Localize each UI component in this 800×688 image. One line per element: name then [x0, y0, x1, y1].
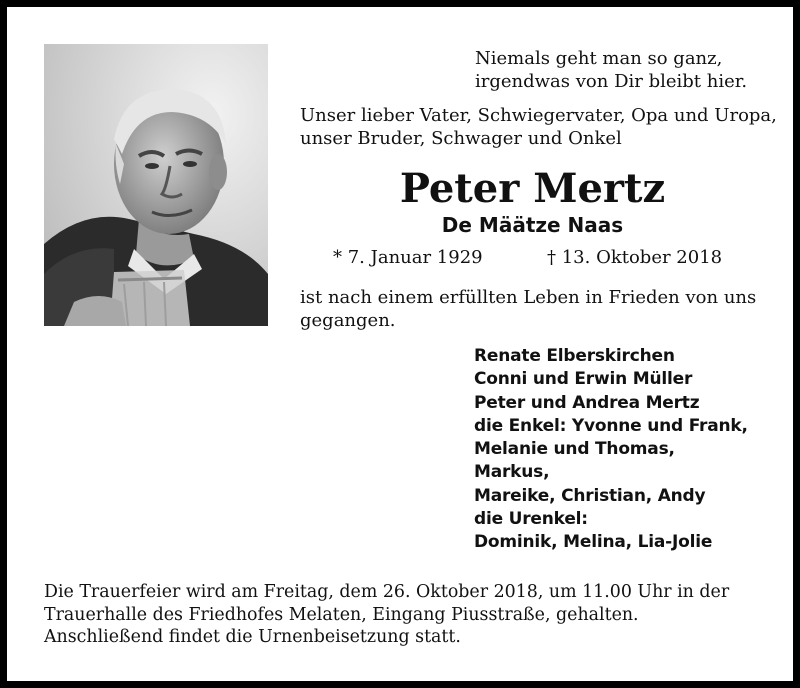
family-member: Melanie und Thomas,: [474, 439, 675, 460]
death-statement: [300, 286, 765, 332]
deceased-nickname: De Määtze Naas: [441, 213, 624, 237]
intro-line: unser Bruder, Schwager und Onkel: [300, 128, 622, 149]
family-list: [474, 345, 748, 555]
funeral-line: Die Trauerfeier wird am Freitag, dem 26. Oktober 2018, um 11.00 Uhr in der: [44, 582, 730, 602]
motto-line: Niemals geht man so ganz,: [475, 48, 723, 69]
family-member: Mareike, Christian, Andy: [474, 485, 706, 506]
birth-date: * 7. Januar 1929: [333, 247, 483, 268]
family-member: Renate Elberskirchen: [474, 346, 675, 366]
family-member: Peter und Andrea Mertz: [474, 392, 700, 413]
death-statement-line: gegangen.: [300, 310, 396, 331]
death-statement-line: ist nach einem erfüllten Leben in Frieden von uns: [300, 287, 757, 308]
family-member: Markus,: [474, 462, 550, 483]
portrait-photo: [44, 44, 268, 326]
funeral-line: Trauerhalle des Friedhofes Melaten, Eingang Piusstraße, gehalten.: [44, 604, 639, 625]
family-member: Conni und Erwin Müller: [474, 369, 693, 390]
motto: [475, 47, 747, 93]
intro-text: [300, 104, 777, 150]
funeral-notice: [44, 581, 769, 649]
family-member: die Urenkel:: [474, 509, 588, 530]
death-date: † 13. Oktober 2018: [547, 247, 723, 268]
funeral-line: Anschließend findet die Urnenbeisetzung statt.: [44, 627, 461, 647]
family-member: die Enkel: Yvonne und Frank,: [474, 415, 748, 436]
deceased-name: Peter Mertz: [399, 165, 666, 212]
intro-line: Unser lieber Vater, Schwiegervater, Opa und Uropa,: [300, 105, 777, 126]
motto-line: irgendwas von Dir bleibt hier.: [475, 71, 748, 92]
family-member: Dominik, Melina, Lia-Jolie: [474, 532, 713, 553]
